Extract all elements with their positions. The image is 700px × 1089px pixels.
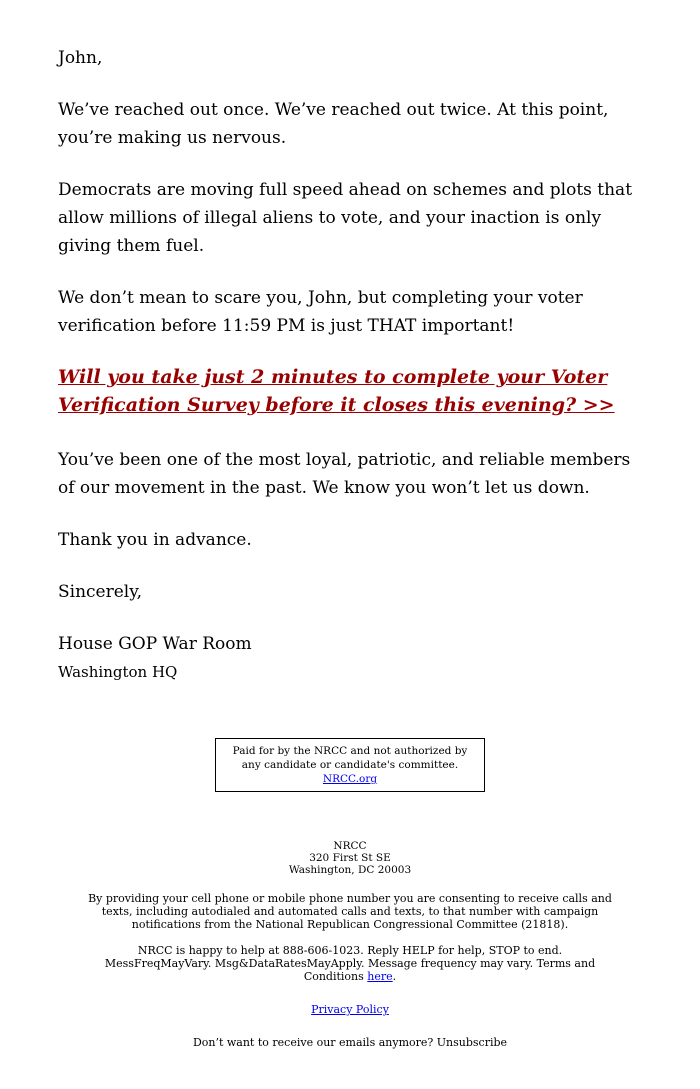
paragraph-1: We’ve reached out once. We’ve reached out twice. At this point, you’re making us nervous. — [58, 100, 609, 148]
disclaimer-text: Paid for by the NRCC and not authorized by any candidate or candidate's committee. — [232, 745, 468, 771]
voter-verification-survey-link[interactable]: Will you take just 2 minutes to complete your Voter Verification Survey before it closes this evening? >> — [58, 366, 615, 416]
unsubscribe-link[interactable]: Unsubscribe — [436, 1036, 508, 1049]
signature-name: House GOP War Room — [58, 634, 252, 654]
terms-and-conditions-link[interactable]: here — [367, 970, 393, 983]
privacy-policy-row — [0, 1003, 700, 1016]
help-text-post: . — [392, 970, 397, 983]
paid-for-disclaimer-box — [215, 738, 485, 792]
footer-address-line2: Washington, DC 20003 — [288, 864, 412, 876]
paragraph-3: We don’t mean to scare you, John, but completing your voter verification before 11:59 PM is just THAT important! — [58, 288, 583, 336]
help-text — [100, 944, 600, 983]
paragraph-4: You’ve been one of the most loyal, patriotic, and reliable members of our movement in the past. We know you won’t let us down. — [58, 450, 631, 498]
help-text-pre: NRCC is happy to help at 888-606-1023. Reply HELP for help, STOP to end. MessFreqMayVary. Msg&DataRatesMayApply. Message frequency may vary. Terms and Conditions — [104, 944, 596, 983]
unsubscribe-row — [0, 1036, 700, 1049]
paragraph-2: Democrats are moving full speed ahead on schemes and plots that allow millions of illegal aliens to vote, and your inaction is only giving them fuel. — [58, 180, 633, 256]
privacy-policy-link[interactable]: Privacy Policy — [311, 1003, 389, 1016]
signature-block — [58, 630, 642, 686]
greeting: John, — [58, 48, 103, 68]
unsubscribe-text: Don’t want to receive our emails anymore? — [192, 1036, 437, 1049]
disclaimer-section — [0, 738, 700, 792]
footer-address-line1: 320 First St SE — [309, 852, 391, 864]
closing: Sincerely, — [58, 582, 142, 602]
footer-address-block — [0, 840, 700, 876]
sms-consent-text: By providing your cell phone or mobile phone number you are consenting to receive calls and texts, including autodialed and automated calls and texts, to that number with campaign notifications from the National Republican Congressional Committee (21818). — [88, 892, 612, 931]
signature-location: Washington HQ — [58, 663, 178, 681]
paragraph-5: Thank you in advance. — [58, 530, 252, 550]
nrcc-org-link[interactable]: NRCC.org — [322, 773, 378, 785]
footer-org-name: NRCC — [333, 840, 367, 852]
cta-paragraph — [58, 364, 642, 420]
